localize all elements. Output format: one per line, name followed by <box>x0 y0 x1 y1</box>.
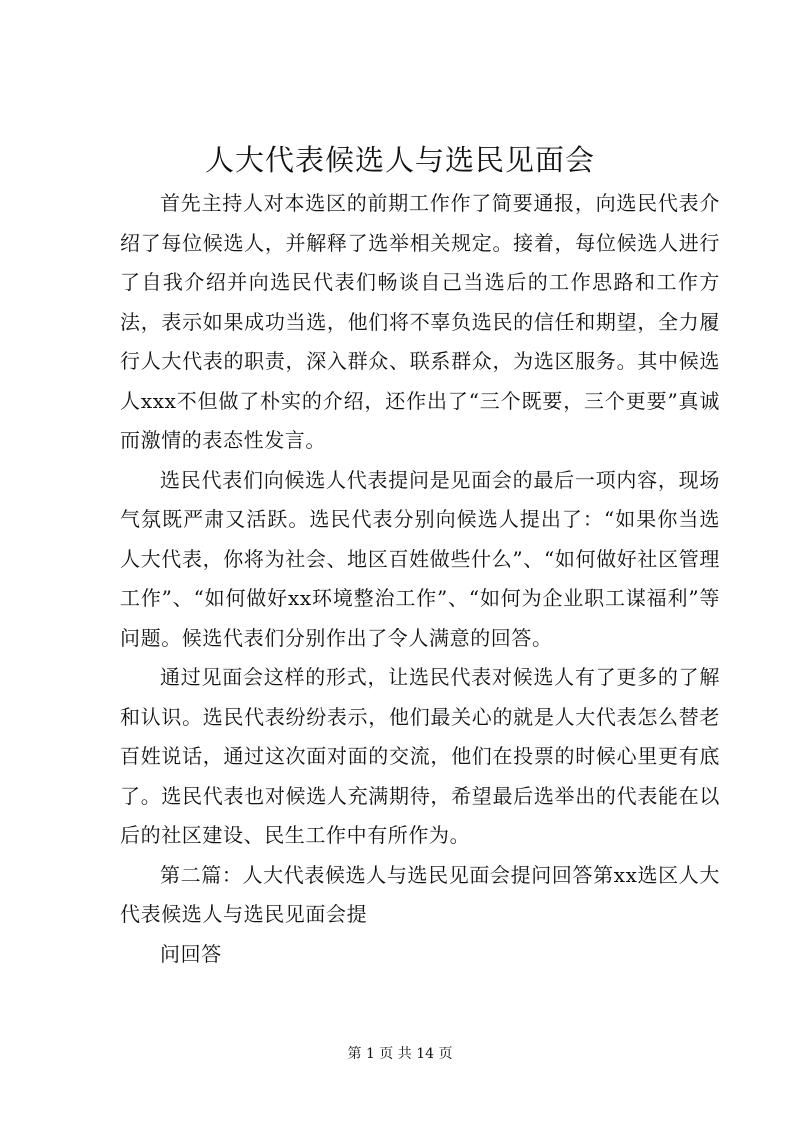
page-number-footer: 第 1 页 共 14 页 <box>347 1046 453 1062</box>
paragraph-2: 选民代表们向候选人代表提问是见面会的最后一项内容，现场气氛既严肃又活跃。选民代表分别向候选人提出了：“如果你当选人大代表，你将为社会、地区百姓做些什么”、“如何做好社区管理工作”、“如何做好xx环境整治工作”、“如何为企业职工谋福利”等问题。候选代表们分别作出了令人满意的回答。 <box>120 467 720 650</box>
document-body <box>120 184 720 974</box>
paragraph-3: 通过见面会这样的形式，让选民代表对候选人有了更多的了解和认识。选民代表纷纷表示，他们最关心的就是人大代表怎么替老百姓说话，通过这次面对面的交流，他们在投票的时候心里更有底了。选民代表也对候选人充满期待，希望最后选举出的代表能在以后的社区建设、民生工作中有所作为。 <box>120 665 720 847</box>
paragraph-1: 首先主持人对本选区的前期工作作了简要通报，向选民代表介绍了每位候选人，并解释了选举相关规定。接着，每位候选人进行了自我介绍并向选民代表们畅谈自己当选后的工作思路和工作方法，表示如果成功当选，他们将不辜负选民的信任和期望，全力履行人大代表的职责，深入群众、联系群众，为选区服务。其中候选人xxx不但做了朴实的介绍，还作出了“三个既要，三个更要”真诚而激情的表态性发言。 <box>120 191 720 452</box>
paragraph-5: 问回答 <box>160 941 222 966</box>
paragraph-4: 第二篇：人大代表候选人与选民见面会提问回答第xx选区人大代表候选人与选民见面会提 <box>120 862 720 926</box>
document-title: 人大代表候选人与选民见面会 <box>204 143 595 177</box>
